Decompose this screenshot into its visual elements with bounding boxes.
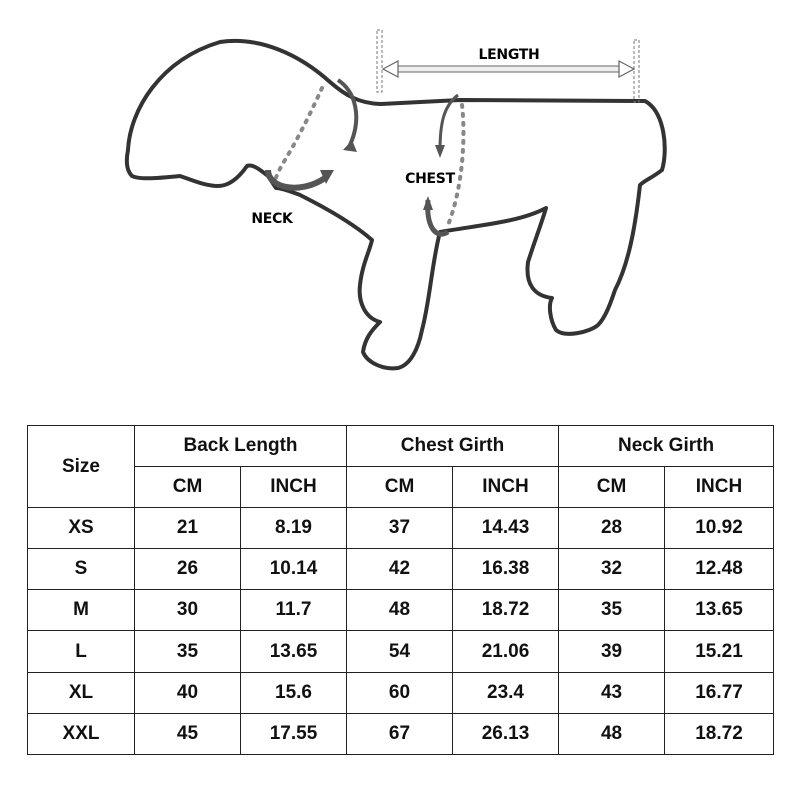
unit-header: CM bbox=[135, 467, 241, 508]
table-cell: 13.65 bbox=[241, 631, 347, 672]
table-cell: 48 bbox=[559, 713, 665, 754]
unit-header: CM bbox=[559, 467, 665, 508]
table-cell: 39 bbox=[559, 631, 665, 672]
table-cell: 10.92 bbox=[665, 508, 774, 549]
table-cell: 43 bbox=[559, 672, 665, 713]
table-cell: 15.21 bbox=[665, 631, 774, 672]
table-row bbox=[28, 631, 774, 672]
table-cell: 67 bbox=[347, 713, 453, 754]
table-row bbox=[28, 508, 774, 549]
table-cell: 18.72 bbox=[453, 590, 559, 631]
table-cell: 11.7 bbox=[241, 590, 347, 631]
table-cell: 18.72 bbox=[665, 713, 774, 754]
chest-girth-header: Chest Girth bbox=[347, 426, 559, 467]
chest-dotted-line bbox=[448, 105, 463, 225]
table-cell: 26 bbox=[135, 549, 241, 590]
length-arrowhead-right-icon bbox=[619, 61, 634, 77]
length-label: LENGTH bbox=[478, 47, 540, 63]
table-row bbox=[28, 590, 774, 631]
table-cell: 30 bbox=[135, 590, 241, 631]
table-cell: 35 bbox=[559, 590, 665, 631]
table-cell: 12.48 bbox=[665, 549, 774, 590]
table-cell: 35 bbox=[135, 631, 241, 672]
length-left-marker bbox=[377, 30, 382, 92]
length-right-marker bbox=[634, 40, 639, 102]
chest-arrowhead-bottom-icon bbox=[423, 196, 433, 210]
table-cell: 13.65 bbox=[665, 590, 774, 631]
size-chart-table bbox=[27, 425, 774, 755]
table-row bbox=[28, 672, 774, 713]
table-cell: 26.13 bbox=[453, 713, 559, 754]
table-header-row-groups bbox=[28, 426, 774, 467]
table-cell: 17.55 bbox=[241, 713, 347, 754]
chest-label: CHEST bbox=[405, 171, 455, 187]
unit-header: INCH bbox=[665, 467, 774, 508]
chest-arrow-top-icon bbox=[440, 95, 458, 150]
table-cell: 37 bbox=[347, 508, 453, 549]
table-header-row-units bbox=[28, 467, 774, 508]
unit-header: INCH bbox=[241, 467, 347, 508]
table-cell: 28 bbox=[559, 508, 665, 549]
neck-dotted-line bbox=[274, 88, 322, 184]
table-cell: 15.6 bbox=[241, 672, 347, 713]
table-cell: 10.14 bbox=[241, 549, 347, 590]
neck-label: NECK bbox=[251, 211, 293, 227]
table-cell: 40 bbox=[135, 672, 241, 713]
table-cell: 14.43 bbox=[453, 508, 559, 549]
table-cell: 32 bbox=[559, 549, 665, 590]
size-cell: XL bbox=[28, 672, 135, 713]
unit-header: INCH bbox=[453, 467, 559, 508]
table-cell: 23.4 bbox=[453, 672, 559, 713]
neck-girth-header: Neck Girth bbox=[559, 426, 774, 467]
table-row bbox=[28, 549, 774, 590]
length-arrowhead-left-icon bbox=[383, 61, 398, 77]
size-cell: XS bbox=[28, 508, 135, 549]
length-arrow-shaft bbox=[392, 66, 627, 72]
table-cell: 54 bbox=[347, 631, 453, 672]
table-cell: 8.19 bbox=[241, 508, 347, 549]
size-cell: XXL bbox=[28, 713, 135, 754]
dog-outline bbox=[127, 41, 665, 368]
chest-arrowhead-top-icon bbox=[435, 145, 445, 158]
table-cell: 21 bbox=[135, 508, 241, 549]
unit-header: CM bbox=[347, 467, 453, 508]
table-cell: 45 bbox=[135, 713, 241, 754]
size-header: Size bbox=[28, 426, 135, 508]
table-row bbox=[28, 713, 774, 754]
table-cell: 16.38 bbox=[453, 549, 559, 590]
table-cell: 48 bbox=[347, 590, 453, 631]
size-cell: S bbox=[28, 549, 135, 590]
table-cell: 60 bbox=[347, 672, 453, 713]
back-length-header: Back Length bbox=[135, 426, 347, 467]
size-cell: L bbox=[28, 631, 135, 672]
table-cell: 16.77 bbox=[665, 672, 774, 713]
table-cell: 42 bbox=[347, 549, 453, 590]
table-cell: 21.06 bbox=[453, 631, 559, 672]
size-cell: M bbox=[28, 590, 135, 631]
